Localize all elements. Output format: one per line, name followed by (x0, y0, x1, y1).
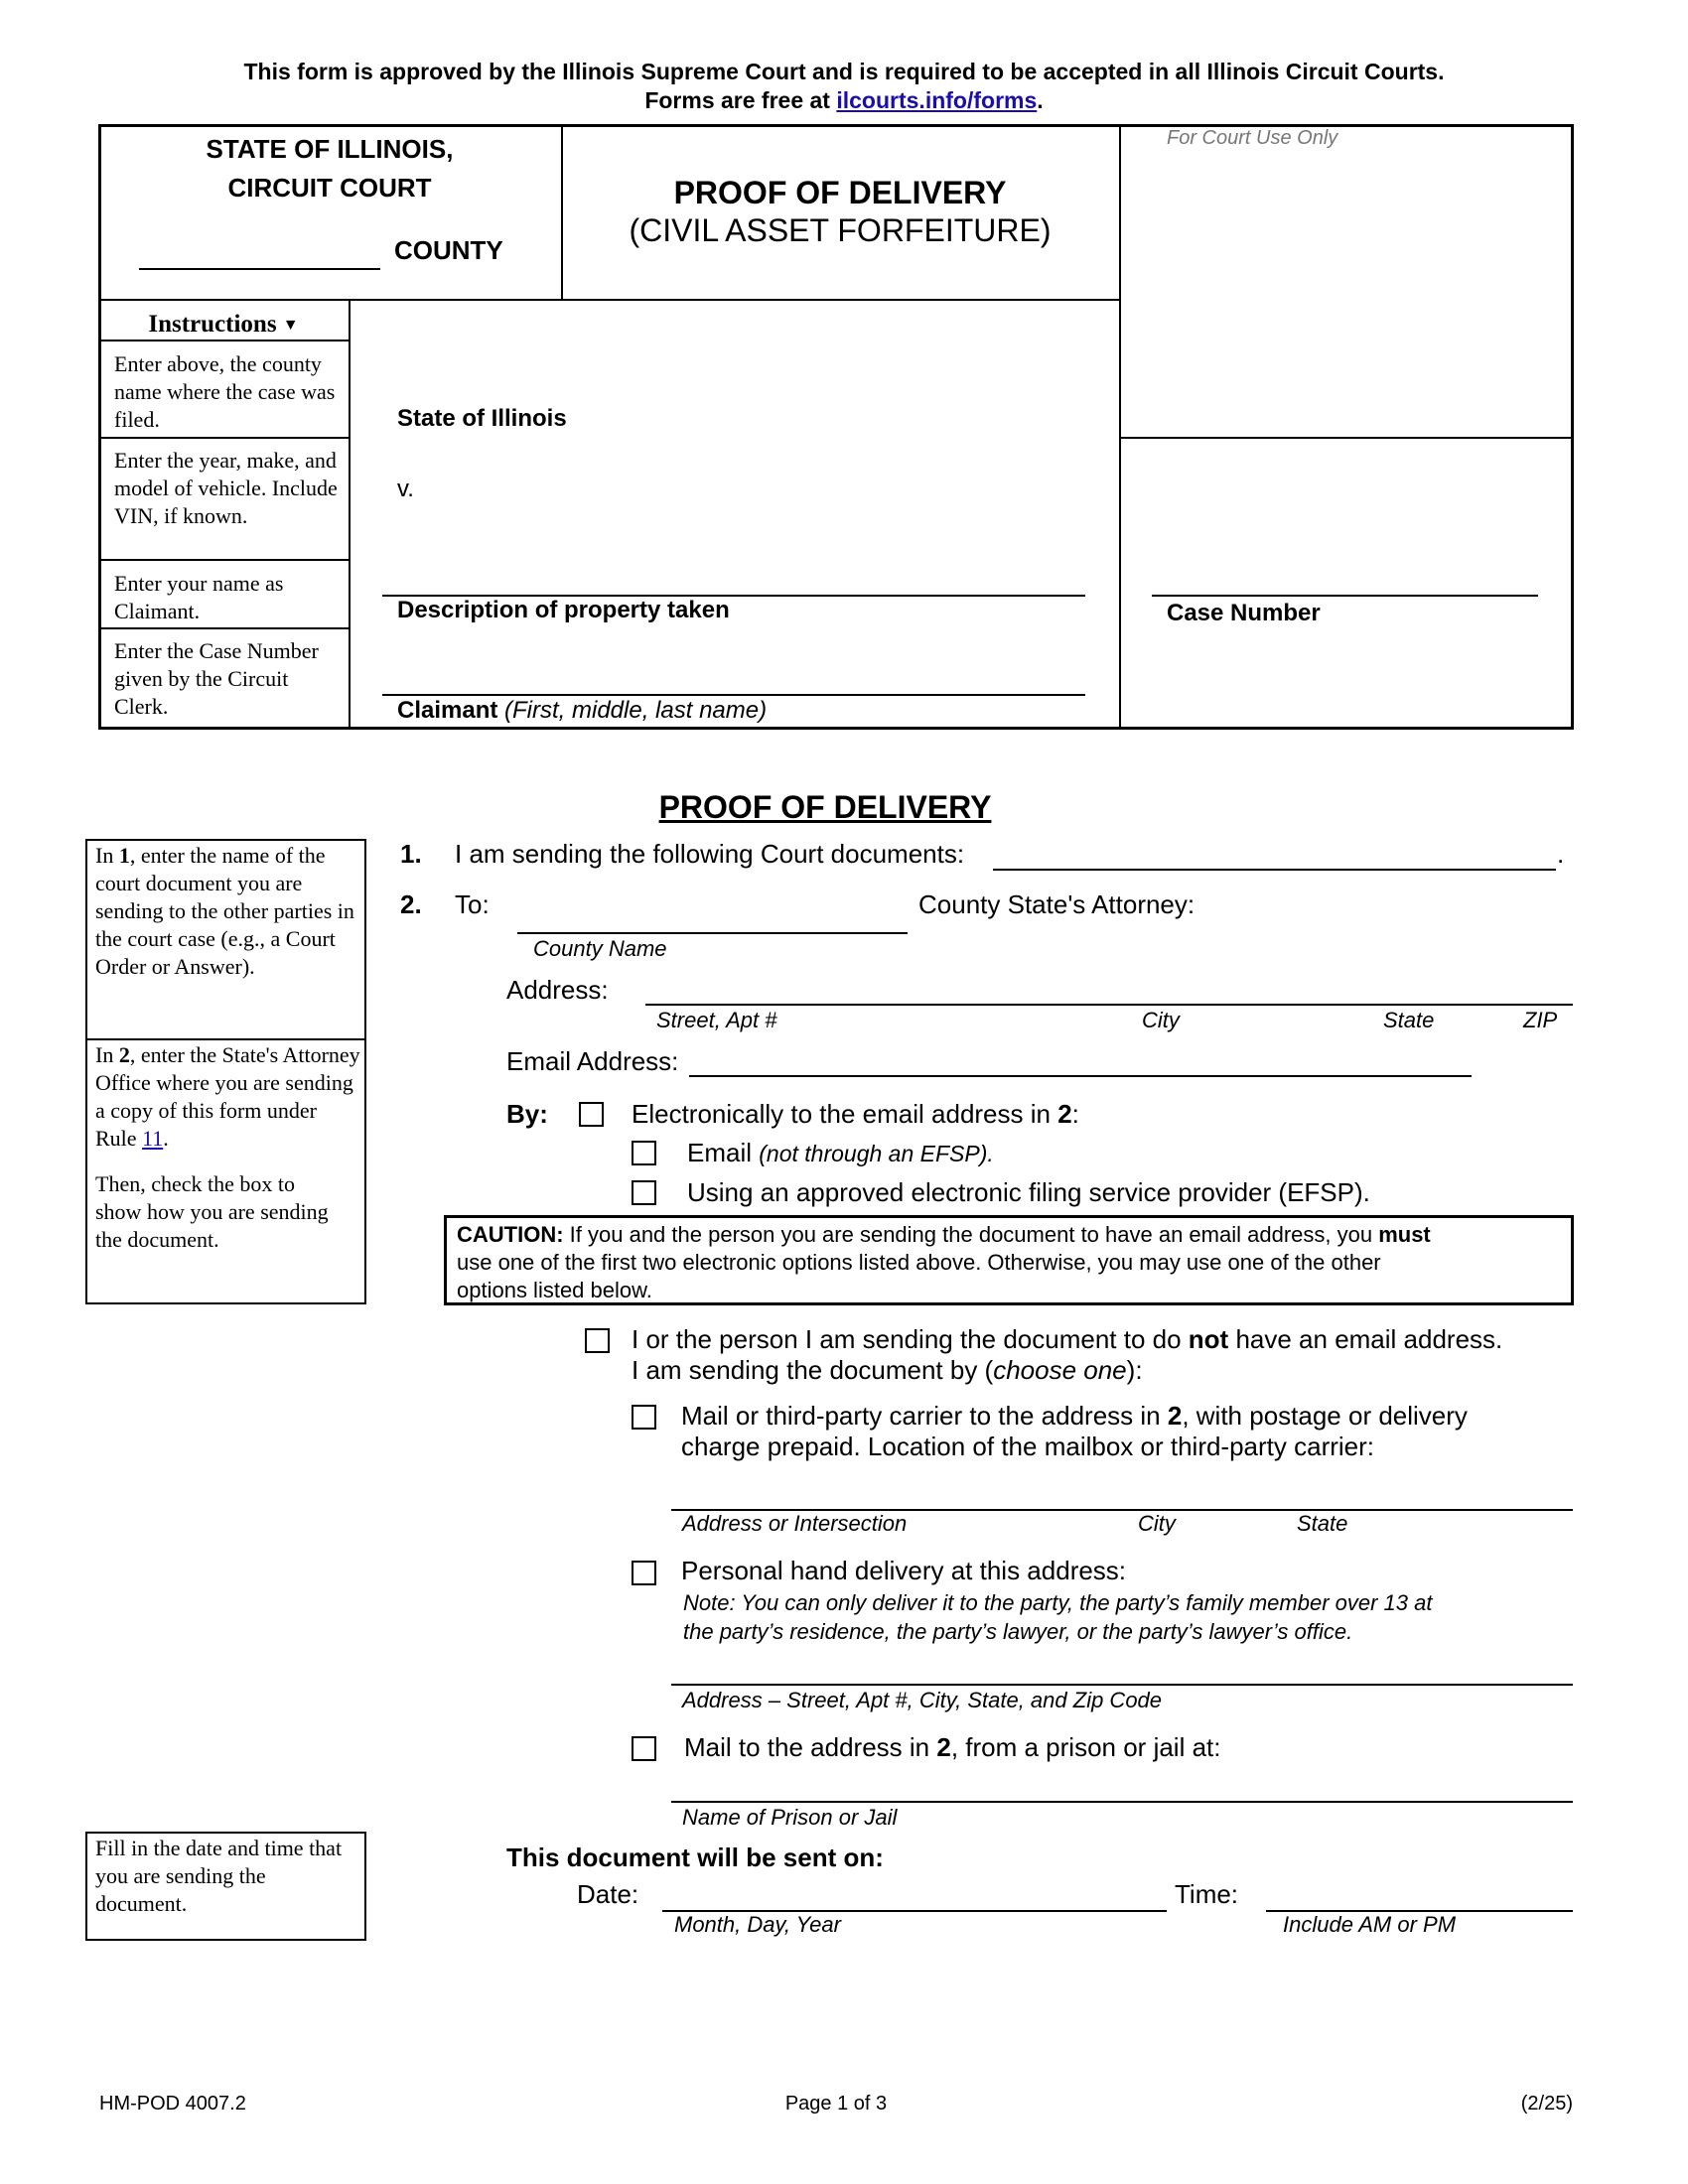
email-option-label (687, 1139, 994, 1168)
county-name-field[interactable] (139, 268, 380, 270)
item-1-label: I am sending the following Court documents: (455, 839, 965, 869)
instruction-county: Enter above, the county name where the case was filed. (114, 351, 336, 432)
email-address-label: Email Address: (506, 1046, 679, 1076)
text: : (1071, 1099, 1079, 1129)
text: must (1378, 1222, 1431, 1247)
caution-text (457, 1221, 1431, 1304)
state-label: STATE OF ILLINOIS, (206, 134, 454, 164)
instruction-vehicle: Enter the year, make, and model of vehicle. Include VIN, if known. (114, 448, 338, 528)
text: , from a prison or jail at: (950, 1732, 1221, 1762)
divider (98, 559, 349, 561)
attorney-label: County State's Attorney: (918, 889, 1196, 919)
text: 2 (1057, 1099, 1072, 1129)
text: options listed below. (457, 1278, 652, 1302)
email-checkbox[interactable] (632, 1141, 656, 1165)
time-hint: Include AM or PM (1283, 1912, 1457, 1937)
plaintiff-name: State of Illinois (397, 405, 567, 432)
no-email-label (632, 1324, 1502, 1386)
help-number: 2 (118, 1042, 130, 1067)
text: not (1188, 1324, 1229, 1354)
item-2-number: 2. (400, 889, 422, 919)
state-hint: State (1383, 1008, 1435, 1032)
text: If you and the person you are sending the document to have an email address, you (563, 1222, 1379, 1247)
help-date: Fill in the date and time that you are sending the document. (95, 1836, 343, 1916)
text: Note: You can only deliver it to the party, the party’s family member over 13 at (683, 1590, 1433, 1615)
prison-mail-checkbox[interactable] (632, 1736, 656, 1761)
text: I am sending the document by ( (632, 1355, 994, 1385)
time-label: Time: (1175, 1879, 1239, 1909)
help-text: In (95, 843, 119, 868)
text: 2 (936, 1732, 951, 1762)
instruction-case-number: Enter the Case Number given by the Circuit Clerk. (114, 638, 319, 719)
revision-date: (2/25) (1520, 2093, 1573, 2115)
divider (98, 627, 349, 629)
instructions-header (98, 311, 349, 340)
approval-notice: This form is approved by the Illinois Supreme Court and is required to be accepted in all Illinois Circuit Courts. (243, 59, 1445, 84)
divider (1119, 124, 1121, 730)
sent-on-label: This document will be sent on: (506, 1843, 884, 1872)
mail-label (681, 1401, 1468, 1462)
text: Mail or third-party carrier to the address in (681, 1401, 1168, 1431)
address-label: Address: (506, 975, 609, 1005)
date-hint: Month, Day, Year (674, 1912, 841, 1937)
text: 2 (1167, 1401, 1183, 1431)
form-id: HM-POD 4007.2 (99, 2093, 246, 2115)
instructions-label: Instructions (148, 311, 277, 338)
hand-delivery-note (683, 1588, 1433, 1646)
electronic-checkbox[interactable] (579, 1102, 604, 1127)
text: ): (1126, 1355, 1143, 1385)
mail-address-hint: Address or Intersection (682, 1511, 908, 1536)
section-heading: PROOF OF DELIVERY (658, 789, 992, 825)
text: I or the person I am sending the document to do (632, 1324, 1189, 1354)
court-label: CIRCUIT COURT (227, 173, 432, 203)
city-hint: City (1142, 1008, 1180, 1032)
text: use one of the first two electronic options listed above. Otherwise, you may use one of the other (457, 1250, 1381, 1275)
case-number-label: Case Number (1167, 600, 1321, 626)
email-address-field[interactable] (689, 1075, 1472, 1077)
help-text: , enter the name of the court document you are sending to the other parties in the court case (e.g., a Court Order or Answer). (95, 843, 354, 979)
caret-down-icon: ▼ (282, 317, 299, 335)
period: . (1037, 87, 1044, 113)
claimant-hint: (First, middle, last name) (504, 697, 768, 724)
electronic-label (632, 1100, 1079, 1130)
divider (98, 299, 1119, 301)
property-label: Description of property taken (397, 597, 730, 623)
help-text: , enter the State's Attorney Office where you are sending a copy of this form under Rule (95, 1042, 360, 1151)
efsp-checkbox[interactable] (632, 1180, 656, 1205)
rule-11-link[interactable]: 11 (142, 1126, 164, 1151)
zip-hint: ZIP (1523, 1008, 1558, 1032)
case-number-field[interactable] (1152, 595, 1538, 597)
help-item-2 (95, 1041, 361, 1153)
no-email-checkbox[interactable] (585, 1328, 610, 1353)
hand-delivery-checkbox[interactable] (632, 1561, 656, 1585)
county-name-hint: County Name (533, 936, 667, 961)
caution-label: CAUTION: (457, 1222, 564, 1247)
text: Email (687, 1138, 760, 1167)
instruction-claimant: Enter your name as Claimant. (114, 571, 284, 623)
hand-delivery-address-hint: Address – Street, Apt #, City, State, and Zip Code (682, 1688, 1163, 1712)
county-field[interactable] (517, 932, 908, 934)
help-item-then: Then, check the box to show how you are sending the document. (95, 1171, 329, 1252)
claimant-name-field[interactable] (382, 694, 1085, 696)
divider (98, 340, 349, 341)
help-text: In (95, 1042, 119, 1067)
divider (349, 299, 351, 730)
mail-checkbox[interactable] (632, 1405, 656, 1430)
by-label: By: (506, 1099, 548, 1129)
efsp-option-label: Using an approved electronic filing service provider (EFSP). (687, 1177, 1370, 1207)
court-use-label: For Court Use Only (1167, 127, 1338, 149)
text: the party’s residence, the party’s lawyer, or the party’s lawyer’s office. (683, 1619, 1353, 1644)
prison-name-field[interactable] (671, 1801, 1573, 1803)
forms-free-text: Forms are free at (644, 87, 837, 113)
claimant-label: Claimant (397, 697, 498, 724)
text: , with postage or delivery (1182, 1401, 1468, 1431)
court-documents-field[interactable] (993, 869, 1556, 871)
divider (85, 1038, 366, 1040)
prison-name-hint: Name of Prison or Jail (682, 1805, 898, 1830)
date-label: Date: (577, 1879, 639, 1909)
county-label: COUNTY (394, 235, 503, 265)
forms-free-line (0, 87, 1688, 113)
mail-city-hint: City (1138, 1511, 1176, 1536)
text: have an email address. (1228, 1324, 1503, 1354)
prison-mail-label (684, 1733, 1220, 1763)
help-item-1 (95, 842, 361, 981)
form-title: PROOF OF DELIVERY (673, 175, 1007, 210)
hand-delivery-label: Personal hand delivery at this address: (681, 1556, 1127, 1585)
divider (98, 437, 349, 439)
help-number: 1 (118, 843, 130, 868)
mail-state-hint: State (1297, 1511, 1348, 1536)
form-subtitle: (CIVIL ASSET FORFEITURE) (629, 212, 1052, 248)
item-1-end: . (1557, 839, 1565, 869)
address-field[interactable] (645, 1004, 1573, 1006)
text: choose one (993, 1355, 1127, 1385)
item-1-number: 1. (400, 839, 422, 869)
versus: v. (397, 476, 414, 502)
text: Electronically to the email address in (632, 1099, 1058, 1129)
ilcourts-link[interactable]: ilcourts.info/forms (836, 87, 1038, 113)
text: charge prepaid. Location of the mailbox or third-party carrier: (681, 1432, 1375, 1461)
claimant-label-line (397, 697, 767, 725)
help-text: . (163, 1126, 169, 1151)
text: Mail to the address in (684, 1732, 937, 1762)
page-number: Page 1 of 3 (784, 2093, 888, 2115)
hand-delivery-address-field[interactable] (671, 1684, 1573, 1686)
text: (not through an EFSP). (759, 1141, 994, 1166)
to-label: To: (455, 889, 490, 919)
divider (1119, 437, 1574, 439)
street-hint: Street, Apt # (656, 1008, 777, 1032)
